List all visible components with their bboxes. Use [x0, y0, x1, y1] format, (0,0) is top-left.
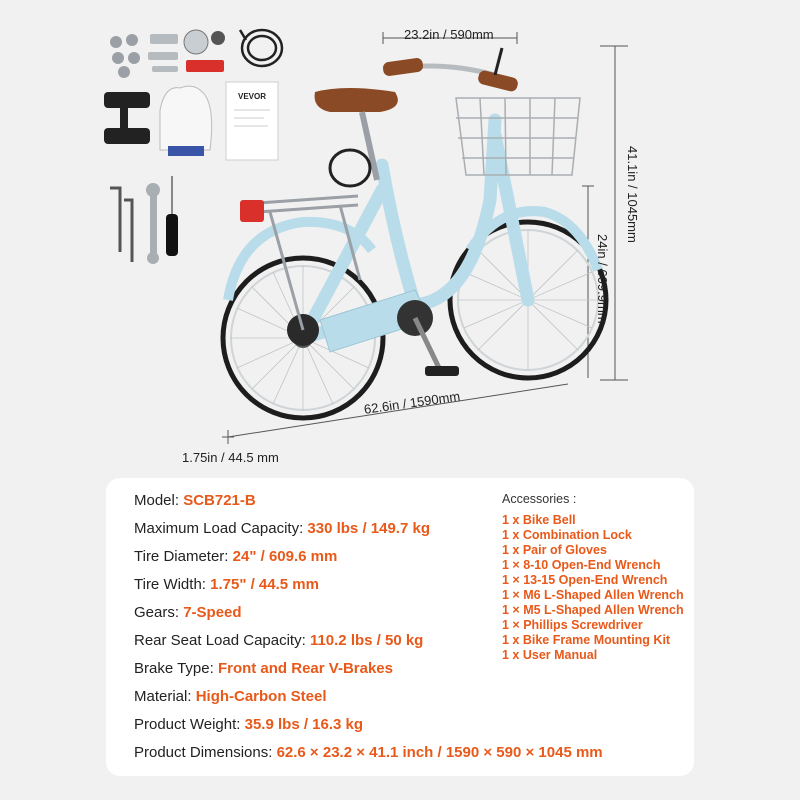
spec-value: 24" / 609.6 mm	[232, 548, 338, 565]
spec-value: Front and Rear V-Brakes	[217, 660, 393, 677]
spec-value: 62.6 × 23.2 × 41.1 inch / 1590 × 590 × 1045 mm	[276, 744, 603, 761]
spec-rear-seat-load	[134, 632, 423, 649]
height-dimension-label: 41.1in / 1045mm	[625, 146, 640, 243]
tire-width-dimension-label: 1.75in / 44.5 mm	[182, 450, 279, 465]
spec-label: Product Dimensions:	[134, 744, 277, 761]
spec-value: SCB721-B	[183, 492, 256, 509]
bicycle-icon	[223, 48, 606, 418]
accessory-item: 1 × 13-15 Open-End Wrench	[502, 573, 668, 587]
mounting-kit-icon	[148, 34, 178, 72]
wheel-height-dimension-label: 24in / 609.9mm	[595, 234, 610, 324]
allen-wrench-icon	[110, 188, 132, 262]
accessory-item: 1 × Phillips Screwdriver	[502, 618, 643, 632]
spec-value: 1.75" / 44.5 mm	[210, 576, 319, 593]
reflector-icon	[186, 60, 224, 72]
spec-material	[134, 688, 327, 705]
spec-label: Gears:	[134, 604, 184, 621]
spec-gears	[134, 604, 242, 621]
pedals-icon	[104, 92, 150, 144]
length-dimension-label: 62.6in / 1590mm	[363, 388, 461, 417]
screws-icon	[110, 34, 140, 78]
accessory-item: 1 × M6 L-Shaped Allen Wrench	[502, 588, 684, 602]
spec-dimensions	[134, 744, 603, 761]
accessories-title: Accessories :	[502, 492, 577, 506]
gloves-icon	[160, 86, 212, 156]
accessory-item: 1 x User Manual	[502, 648, 598, 662]
spec-value: 35.9 lbs / 16.3 kg	[244, 716, 364, 733]
spec-value: 330 lbs / 149.7 kg	[307, 520, 430, 537]
spec-max-load	[134, 520, 430, 537]
combination-lock-icon	[240, 30, 282, 66]
user-manual-icon	[226, 82, 278, 160]
spec-model	[134, 492, 256, 509]
spec-value: 110.2 lbs / 50 kg	[309, 632, 424, 649]
screwdriver-icon	[166, 176, 178, 256]
spec-value: 7-Speed	[183, 604, 242, 621]
spec-label: Brake Type:	[134, 660, 218, 677]
spec-label: Maximum Load Capacity:	[134, 520, 308, 537]
accessory-item: 1 x Combination Lock	[502, 528, 632, 542]
accessory-item: 1 × M5 L-Shaped Allen Wrench	[502, 603, 684, 617]
open-end-wrench-icon	[146, 183, 160, 264]
accessory-item: 1 x Bike Frame Mounting Kit	[502, 633, 671, 647]
spec-label: Material:	[134, 688, 196, 705]
spec-brake-type	[134, 660, 393, 677]
svg-text:VEVOR: VEVOR	[237, 92, 267, 101]
spec-label: Product Weight:	[134, 716, 245, 733]
accessory-item: 1 x Bike Bell	[502, 513, 576, 527]
accessory-item: 1 × 8-10 Open-End Wrench	[502, 558, 661, 572]
spec-tire-diameter	[134, 548, 337, 565]
bike-bell-icon	[184, 30, 225, 54]
spec-tire-width	[134, 576, 319, 593]
spec-value: High-Carbon Steel	[195, 688, 327, 705]
spec-label: Model:	[134, 492, 184, 509]
accessory-item: 1 x Pair of Gloves	[502, 543, 607, 557]
width-dimension-label: 23.2in / 590mm	[404, 27, 494, 42]
spec-label: Rear Seat Load Capacity:	[134, 632, 310, 649]
spec-weight	[134, 716, 363, 733]
spec-label: Tire Width:	[134, 576, 211, 593]
spec-label: Tire Diameter:	[134, 548, 233, 565]
accessories-illustration	[104, 30, 282, 264]
